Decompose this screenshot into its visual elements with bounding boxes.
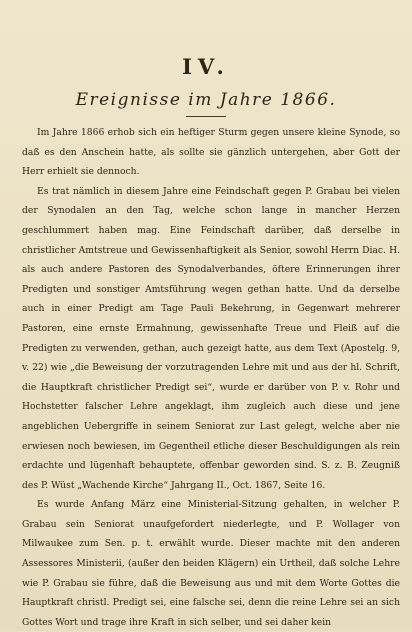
- body-text: [22, 123, 400, 632]
- title-divider: [186, 116, 226, 117]
- chapter-number: IV.: [182, 54, 230, 79]
- paragraph: Im Jahre 1866 erhob sich ein heftiger Sturm gegen unsere kleine Synode, so daß es den Anschein hatte, als sollte sie gänzlich untergehen, aber Gott der Herr erhielt sie dennoch.: [22, 127, 400, 178]
- paragraph: Es trat nämlich in diesem Jahre eine Feindschaft gegen P. Grabau bei vielen der Synodalen an den Tag, welche schon lange in mancher Herzen geschlummert haben mag. Eine Feindschaft darüber, daß derselbe in christlicher Amtstreue und Gewissenhaftigkeit als Senior, sowohl Herrn Diac. H. als auch andere Pastoren des Synodalverbandes, öftere Erinnerungen ihrer Predigten und sonstiger Amtsführung wegen gethan hatte. Und da derselbe auch in einer Predigt am Tage Pauli Bekehrung, in Gegenwart mehrerer Pastoren, eine ernste Ermahnung, gewissenhafte Treue und Fleiß auf die Predigten zu verwenden, gethan, auch gezeigt hatte, aus dem Text (Apostelg. 9, v. 22) wie „die Beweisung der vorzutragenden Lehre mit und aus der hl. Schrift, die Hauptkraft christlicher Predigt sei“, wurde er darüber von P. v. Rohr und Hochstetter falscher Lehre angeklagt, ihm zugleich auch diese und jene angeblichen Uebergriffe in seinem Seniorat zur Last gelegt, welche aber nie erwiesen noch bewiesen, im Gegentheil etliche dieser Beschuldigungen als rein erdachte und lügenhaft behauptete, offenbar geworden sind. S. z. B. Zeugniß des P. Wüst „Wachende Kirche“ Jahrgang II., Oct. 1867, Seite 16.: [22, 185, 400, 491]
- chapter-title: Ereignisse im Jahre 1866.: [75, 90, 337, 110]
- paragraph: Es wurde Anfang März eine Ministerial-Sitzung gehalten, in welcher P. Grabau sein Seniorat unaufgefordert niederlegte, und P. Wollager von Milwaukee zum Sen. p. t. erwählt wurde. Dieser machte mit den anderen Assessores Ministerii, (außer den beiden Klägern) ein Urtheil, daß solche Lehre wie P. Grabau sie führe, daß die Beweisung aus und mit dem Worte Gottes die Hauptkraft christl. Predigt sei, eine falsche sei, denn die reine Lehre sei an sich Gottes Wort und trage ihre Kraft in sich selber, und sei daher kein: [22, 499, 400, 628]
